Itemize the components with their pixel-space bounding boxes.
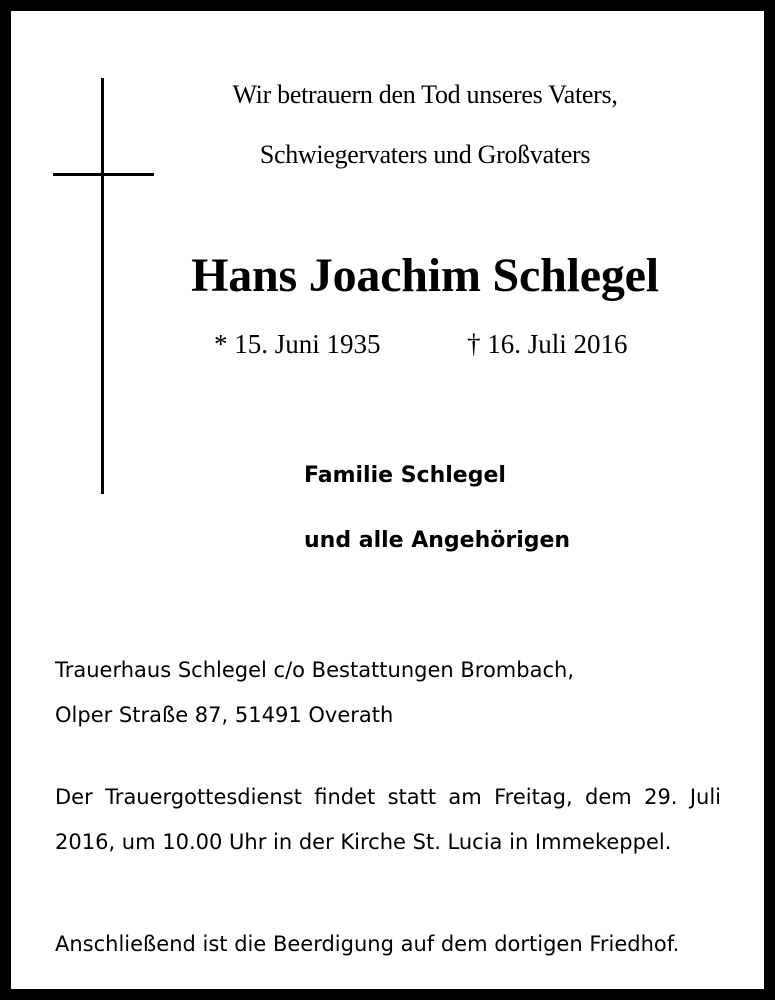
address-line-1: Trauerhaus Schlegel c/o Bestattungen Brombach, — [55, 658, 574, 682]
funeral-service-paragraph: Der Trauergottesdienst findet statt am Freitag, dem 29. Juli 2016, um 10.00 Uhr in der Kirche St. Lucia in Immekeppel. — [55, 785, 721, 854]
family-line-1: Familie Schlegel — [304, 463, 506, 488]
cross-icon-vertical-bar — [101, 78, 104, 494]
address-line-2: Olper Straße 87, 51491 Overath — [55, 703, 394, 727]
death-date: † 16. Juli 2016 — [467, 329, 628, 359]
cross-icon-horizontal-bar — [53, 173, 154, 176]
intro-line-1: Wir betrauern den Tod unseres Vaters, — [232, 80, 618, 109]
birth-date: * 15. Juni 1935 — [214, 329, 381, 359]
intro-line-2: Schwiegervaters und Großvaters — [259, 140, 591, 169]
mourning-address — [55, 648, 721, 738]
family-line-2: und alle Angehörigen — [304, 528, 571, 553]
burial-paragraph: Anschließend ist die Beerdigung auf dem dortigen Friedhof. — [55, 932, 680, 956]
deceased-name: Hans Joachim Schlegel — [191, 249, 659, 302]
